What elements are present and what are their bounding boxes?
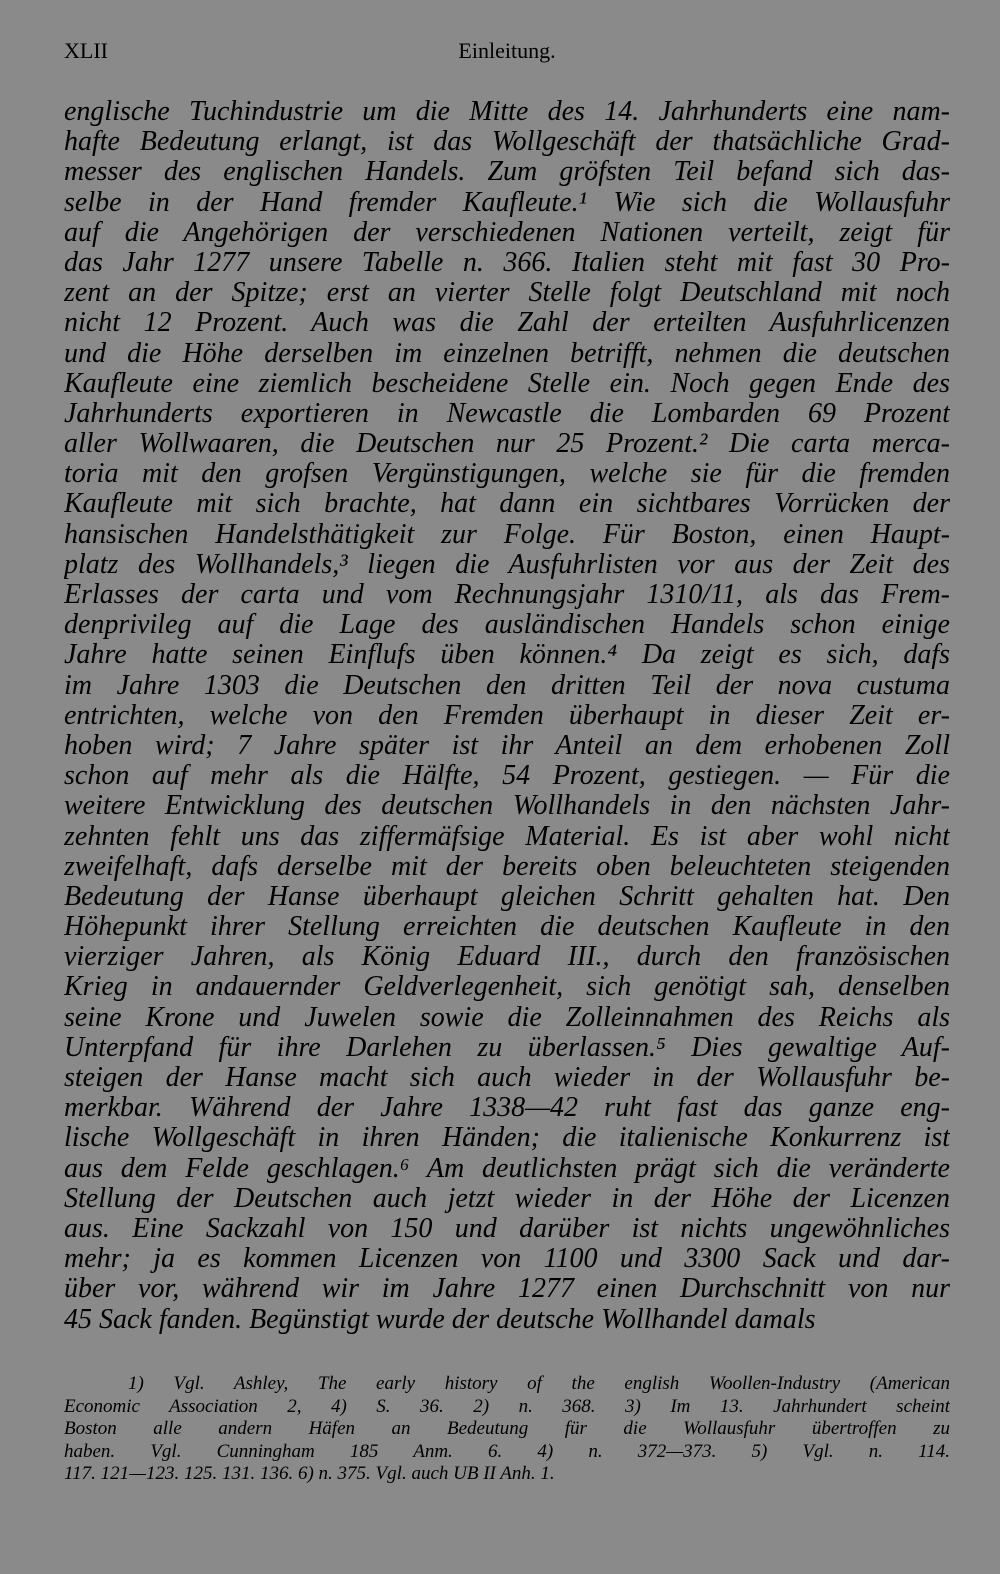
footnote-line: Economic Association 2, 4) S. 36. 2) n. 368. 3) Im 13. Jahrhundert scheint [64,1395,950,1417]
body-line: nicht 12 Prozent. Auch was die Zahl der erteilten Ausfuhrlicenzen [64,308,950,339]
body-line: platz des Wollhandels,³ liegen die Ausfuhrlisten vor aus der Zeit des [64,549,950,580]
body-line: mehr; ja es kommen Licenzen von 1100 und 3300 Sack und dar- [64,1244,950,1275]
body-line: Unterpfand für ihre Darlehen zu überlassen.⁵ Dies gewaltige Auf- [64,1032,950,1063]
body-line: Höhepunkt ihrer Stellung erreichten die deutschen Kaufleute in den [64,912,950,943]
body-line: toria mit den grofsen Vergünstigungen, welche sie für die fremden [64,459,950,490]
page-header [64,38,950,72]
body-line: Kaufleute mit sich brachte, hat dann ein sichtbares Vorrücken der [64,489,950,520]
body-line: Erlasses der carta und vom Rechnungsjahr 1310/11, als das Frem- [64,580,950,610]
body-line: zent an der Spitze; erst an vierter Stelle folgt Deutschland mit noch [64,278,950,309]
body-line: merkbar. Während der Jahre 1338—42 ruht fast das ganze eng- [64,1093,950,1124]
body-line: steigen der Hanse macht sich auch wieder in der Wollausfuhr be- [64,1063,950,1093]
body-line: 45 Sack fanden. Begünstigt wurde der deutsche Wollhandel damals [64,1304,816,1335]
page-number: XLII [64,38,108,63]
body-line: hoben wird; 7 Jahre später ist ihr Anteil an dem erhobenen Zoll [64,730,950,761]
footnote-line: haben. Vgl. Cunningham 185 Anm. 6. 4) n. 372—373. 5) Vgl. n. 114. [64,1440,950,1462]
body-line: hafte Bedeutung erlangt, ist das Wollgeschäft der thatsächliche Grad- [64,127,950,158]
body-line: aller Wollwaaren, die Deutschen nur 25 Prozent.² Die carta merca- [64,429,950,460]
body-line: seine Krone und Juwelen sowie die Zolleinnahmen des Reichs als [64,1002,950,1033]
footnote-line: 117. 121—123. 125. 131. 136. 6) n. 375. Vgl. auch UB II Anh. 1. [64,1463,555,1484]
body-line: entrichten, welche von den Fremden überhaupt in dieser Zeit er- [64,700,950,731]
body-line: hansischen Handelsthätigkeit zur Folge. Für Boston, einen Haupt- [64,519,950,550]
body-line: lische Wollgeschäft in ihren Händen; die italienische Konkurrenz ist [64,1123,950,1154]
body-line: vierziger Jahren, als König Eduard III., durch den französischen [64,942,950,973]
body-line: im Jahre 1303 die Deutschen den dritten Teil der nova custuma [64,670,950,701]
body-line: zweifelhaft, dafs derselbe mit der bereits oben beleuchteten steigenden [64,851,950,882]
body-line: über vor, während wir im Jahre 1277 einen Durchschnitt von nur [64,1274,950,1305]
running-title: Einleitung. [458,38,556,63]
footnotes [64,1373,950,1486]
body-line: englische Tuchindustrie um die Mitte des 14. Jahrhunderts eine nam- [64,97,950,127]
body-line: das Jahr 1277 unsere Tabelle n. 366. Italien steht mit fast 30 Pro- [64,247,950,278]
body-line: Bedeutung der Hanse überhaupt gleichen Schritt gehalten hat. Den [64,881,950,912]
body-line: weitere Entwicklung des deutschen Wollhandels in den nächsten Jahr- [64,791,950,822]
body-line: Jahre hatte seinen Einflufs üben können.⁴ Da zeigt es sich, dafs [64,640,950,671]
body-line: denprivileg auf die Lage des ausländischen Handels schon einige [64,610,950,641]
body-line: aus dem Felde geschlagen.⁶ Am deutlichsten prägt sich die veränderte [64,1153,950,1184]
body-line: Kaufleute eine ziemlich bescheidene Stelle ein. Noch gegen Ende des [64,368,950,399]
body-line: auf die Angehörigen der verschiedenen Nationen verteilt, zeigt für [64,217,950,248]
body-line: schon auf mehr als die Hälfte, 54 Prozent, gestiegen. — Für die [64,761,950,792]
footnote-line: 1) Vgl. Ashley, The early history of the english Woollen-Industry (American [128,1373,950,1394]
body-line: und die Höhe derselben im einzelnen betrifft, nehmen die deutschen [64,338,950,369]
body-line: aus. Eine Sackzahl von 150 und darüber ist nichts ungewöhnliches [64,1213,950,1244]
footnote-line: Boston alle andern Häfen an Bedeutung für die Wollausfuhr übertroffen zu [64,1418,950,1439]
body-line: zehnten fehlt uns das ziffermäfsige Material. Es ist aber wohl nicht [64,821,950,852]
body-line: selbe in der Hand fremder Kaufleute.¹ Wie sich die Wollausfuhr [64,187,950,218]
body-line: Jahrhunderts exportieren in Newcastle die Lombarden 69 Prozent [64,398,950,429]
body-line: Krieg in andauernder Geldverlegenheit, sich genötigt sah, denselben [64,972,950,1003]
body-line: Stellung der Deutschen auch jetzt wieder in der Höhe der Licenzen [64,1183,950,1214]
body-text [64,97,950,1335]
body-line: messer des englischen Handels. Zum gröfsten Teil befand sich das- [64,157,950,188]
